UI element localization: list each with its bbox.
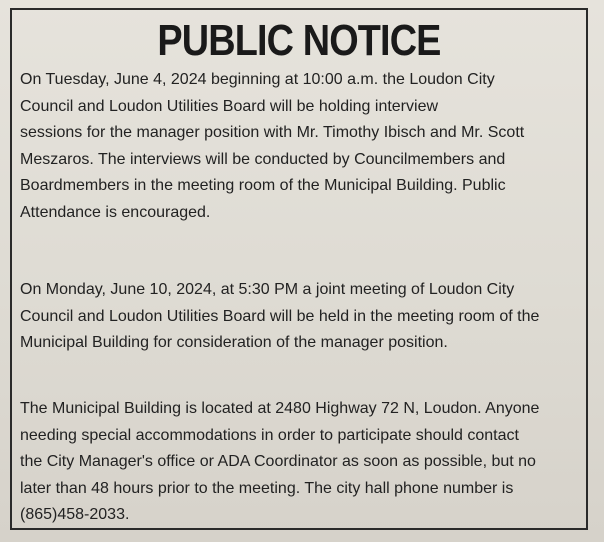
paragraph-line: needing special accommodations in order to participate should contact [20,426,519,444]
paragraph-line: later than 48 hours prior to the meeting. The city hall phone number is [20,479,514,497]
notice-title: PUBLIC NOTICE [157,16,441,65]
paragraph-line: On Monday, June 10, 2024, at 5:30 PM a joint meeting of Loudon City [20,281,515,298]
paragraph-line: sessions for the manager position with Mr. Timothy Ibisch and Mr. Scott [20,124,525,141]
paragraph-line: Boardmembers in the meeting room of the Municipal Building. Public [20,177,506,194]
paragraph-line: Council and Loudon Utilities Board will be holding interview [20,97,439,115]
notice-paragraph-joint-meeting [20,277,580,357]
paragraph-line: the City Manager's office or ADA Coordinator as soon as possible, but no [20,453,536,470]
paragraph-line: Attendance is encouraged. [20,203,211,221]
notice-paragraph-location-contact [20,396,580,529]
public-notice-box [10,8,588,530]
paragraph-line: The Municipal Building is located at 2480 Highway 72 N, Loudon. Anyone [20,400,540,417]
paragraph-line: Meszaros. The interviews will be conducted by Councilmembers and [20,150,506,168]
paragraph-line: On Tuesday, June 4, 2024 beginning at 10:00 a.m. the Loudon City [20,71,495,88]
paragraph-line: Council and Loudon Utilities Board will be held in the meeting room of the [20,307,540,325]
paragraph-line: Municipal Building for consideration of the manager position. [20,334,448,351]
notice-paragraph-interview-sessions [20,67,580,226]
paragraph-line: (865)458-2033. [20,506,130,523]
